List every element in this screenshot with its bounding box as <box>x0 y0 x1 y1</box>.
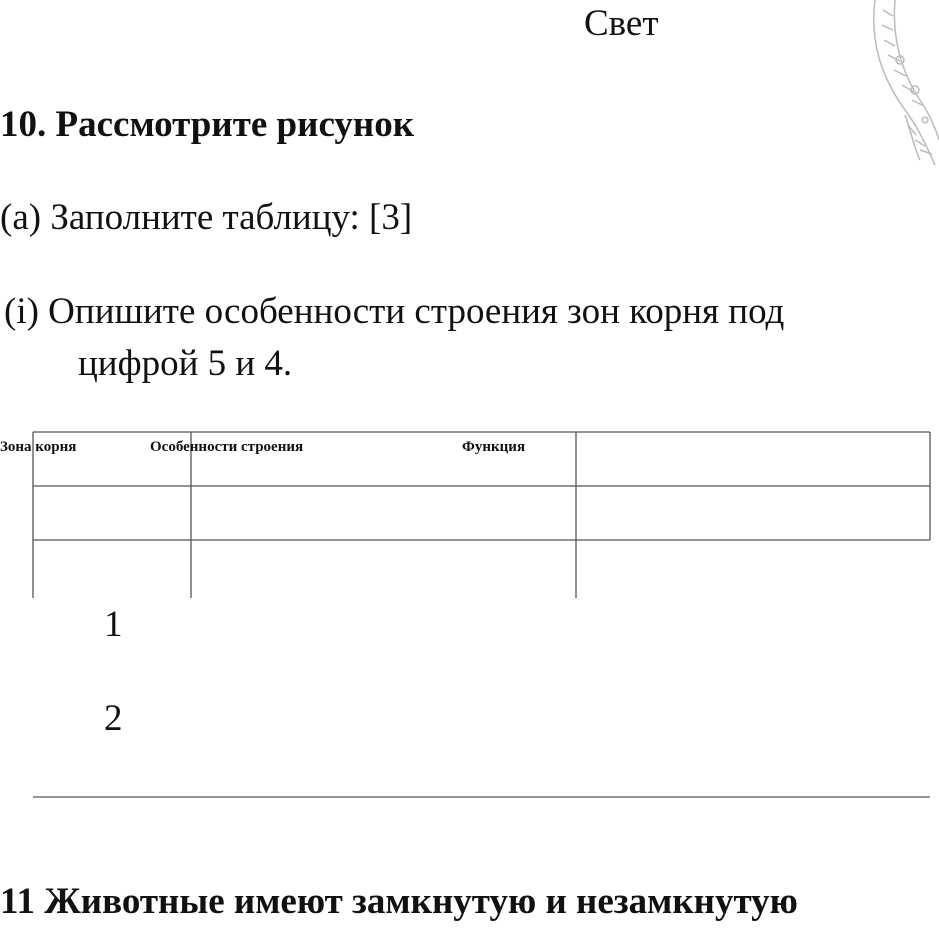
question-10-title: 10. Рассмотрите рисунок <box>0 104 415 145</box>
question-10-part-a: (а) Заполните таблицу: [3] <box>0 197 413 238</box>
row-label-1: 1 <box>104 604 123 645</box>
question-11-title: 11 Животные имеют замкнутую и незамкнутую <box>0 881 798 922</box>
question-10-part-i-line1: (i) Опишите особенности строения зон корня под <box>4 291 785 332</box>
table-header-function: Функция <box>462 439 526 455</box>
row-label-2: 2 <box>104 698 123 739</box>
answer-table-grid <box>33 432 930 797</box>
table-header-structure: Особенности строения <box>150 439 304 455</box>
question-10-part-i-line2: цифрой 5 и 4. <box>78 343 293 384</box>
light-label: Свет <box>584 3 659 44</box>
root-cell-drawing-icon <box>874 0 939 165</box>
table-header-root-zone: Зона корня <box>0 439 77 455</box>
